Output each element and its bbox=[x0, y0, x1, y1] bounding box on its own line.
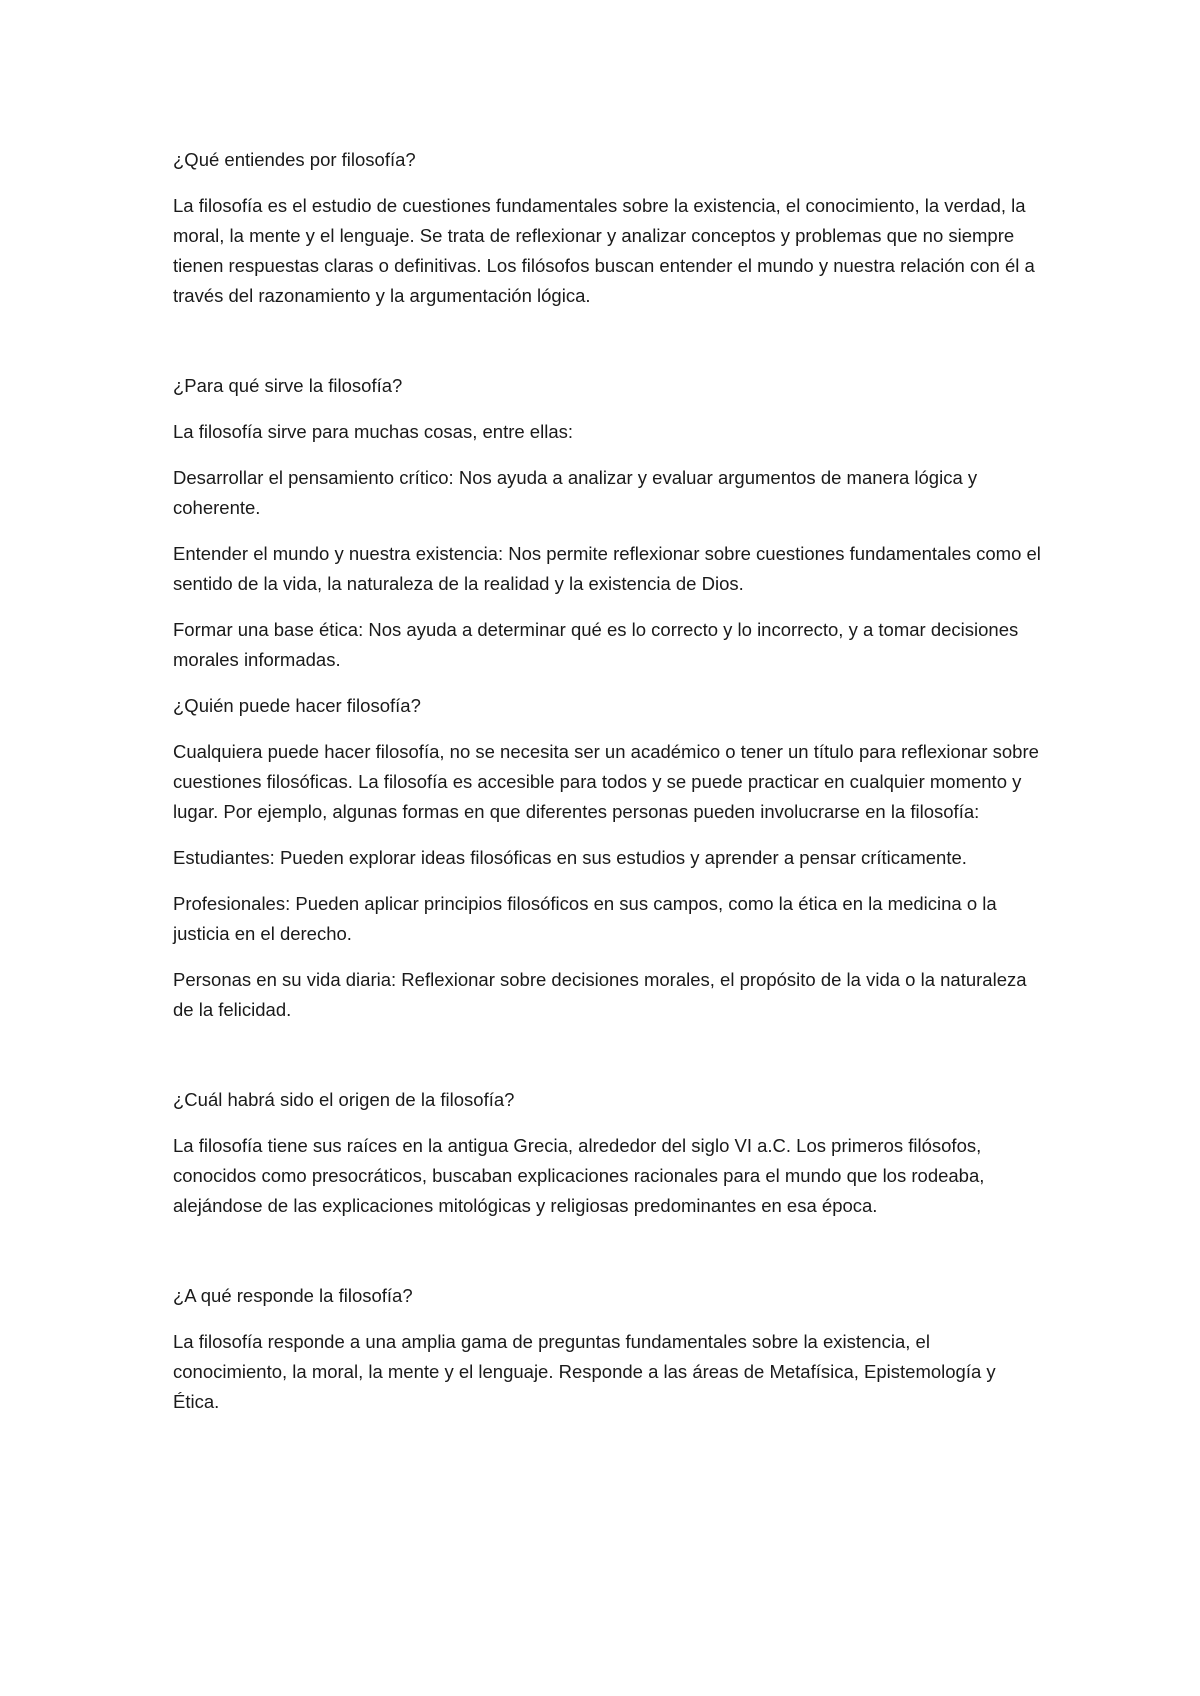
answer-paragraph: La filosofía tiene sus raíces en la antigua Grecia, alrededor del siglo VI a.C. Los primeros filósofos, conocidos como presocráticos, buscaban explicaciones racionales para el mundo que los rodeaba, alejándose de las explicaciones mitológicas y religiosas predominantes en esa época. bbox=[173, 1135, 985, 1216]
answer-paragraph: La filosofía sirve para muchas cosas, entre ellas: bbox=[173, 421, 573, 442]
document-page bbox=[173, 145, 1043, 1433]
question-heading: ¿Cuál habrá sido el origen de la filosofía? bbox=[173, 1089, 515, 1110]
answer-paragraph: Desarrollar el pensamiento crítico: Nos ayuda a analizar y evaluar argumentos de manera lógica y coherente. bbox=[173, 467, 978, 518]
answer-paragraph: Cualquiera puede hacer filosofía, no se necesita ser un académico o tener un título para reflexionar sobre cuestiones filosóficas. La filosofía es accesible para todos y se puede practicar en cualquier momento y lugar. Por ejemplo, algunas formas en que diferentes personas pueden involucrarse en la filosofía: bbox=[173, 741, 1039, 822]
answer-paragraph: La filosofía responde a una amplia gama de preguntas fundamentales sobre la existencia, el conocimiento, la moral, la mente y el lenguaje. Responde a las áreas de Metafísica, Epistemología y Ética. bbox=[173, 1331, 996, 1412]
answer-paragraph: Entender el mundo y nuestra existencia: Nos permite reflexionar sobre cuestiones fundamentales como el sentido de la vida, la naturaleza de la realidad y la existencia de Dios. bbox=[173, 543, 1041, 594]
question-heading: ¿Para qué sirve la filosofía? bbox=[173, 375, 403, 396]
answer-paragraph: La filosofía es el estudio de cuestiones fundamentales sobre la existencia, el conocimiento, la verdad, la moral, la mente y el lenguaje. Se trata de reflexionar y analizar conceptos y problemas que no siempre tienen respuestas claras o definitivas. Los filósofos buscan entender el mundo y nuestra relación con él a través del razonamiento y la argumentación lógica. bbox=[173, 195, 1035, 306]
section-spacer bbox=[173, 327, 1043, 371]
answer-paragraph: Profesionales: Pueden aplicar principios filosóficos en sus campos, como la ética en la medicina o la justicia en el derecho. bbox=[173, 893, 997, 944]
question-heading: ¿A qué responde la filosofía? bbox=[173, 1285, 413, 1306]
answer-paragraph: Estudiantes: Pueden explorar ideas filosóficas en sus estudios y aprender a pensar críticamente. bbox=[173, 847, 967, 868]
question-heading: ¿Qué entiendes por filosofía? bbox=[173, 149, 416, 170]
answer-paragraph: Personas en su vida diaria: Reflexionar sobre decisiones morales, el propósito de la vida o la naturaleza de la felicidad. bbox=[173, 969, 1027, 1020]
answer-paragraph: Formar una base ética: Nos ayuda a determinar qué es lo correcto y lo incorrecto, y a tomar decisiones morales informadas. bbox=[173, 619, 1019, 670]
question-heading: ¿Quién puede hacer filosofía? bbox=[173, 695, 421, 716]
section-spacer bbox=[173, 1041, 1043, 1085]
section-spacer bbox=[173, 1237, 1043, 1281]
